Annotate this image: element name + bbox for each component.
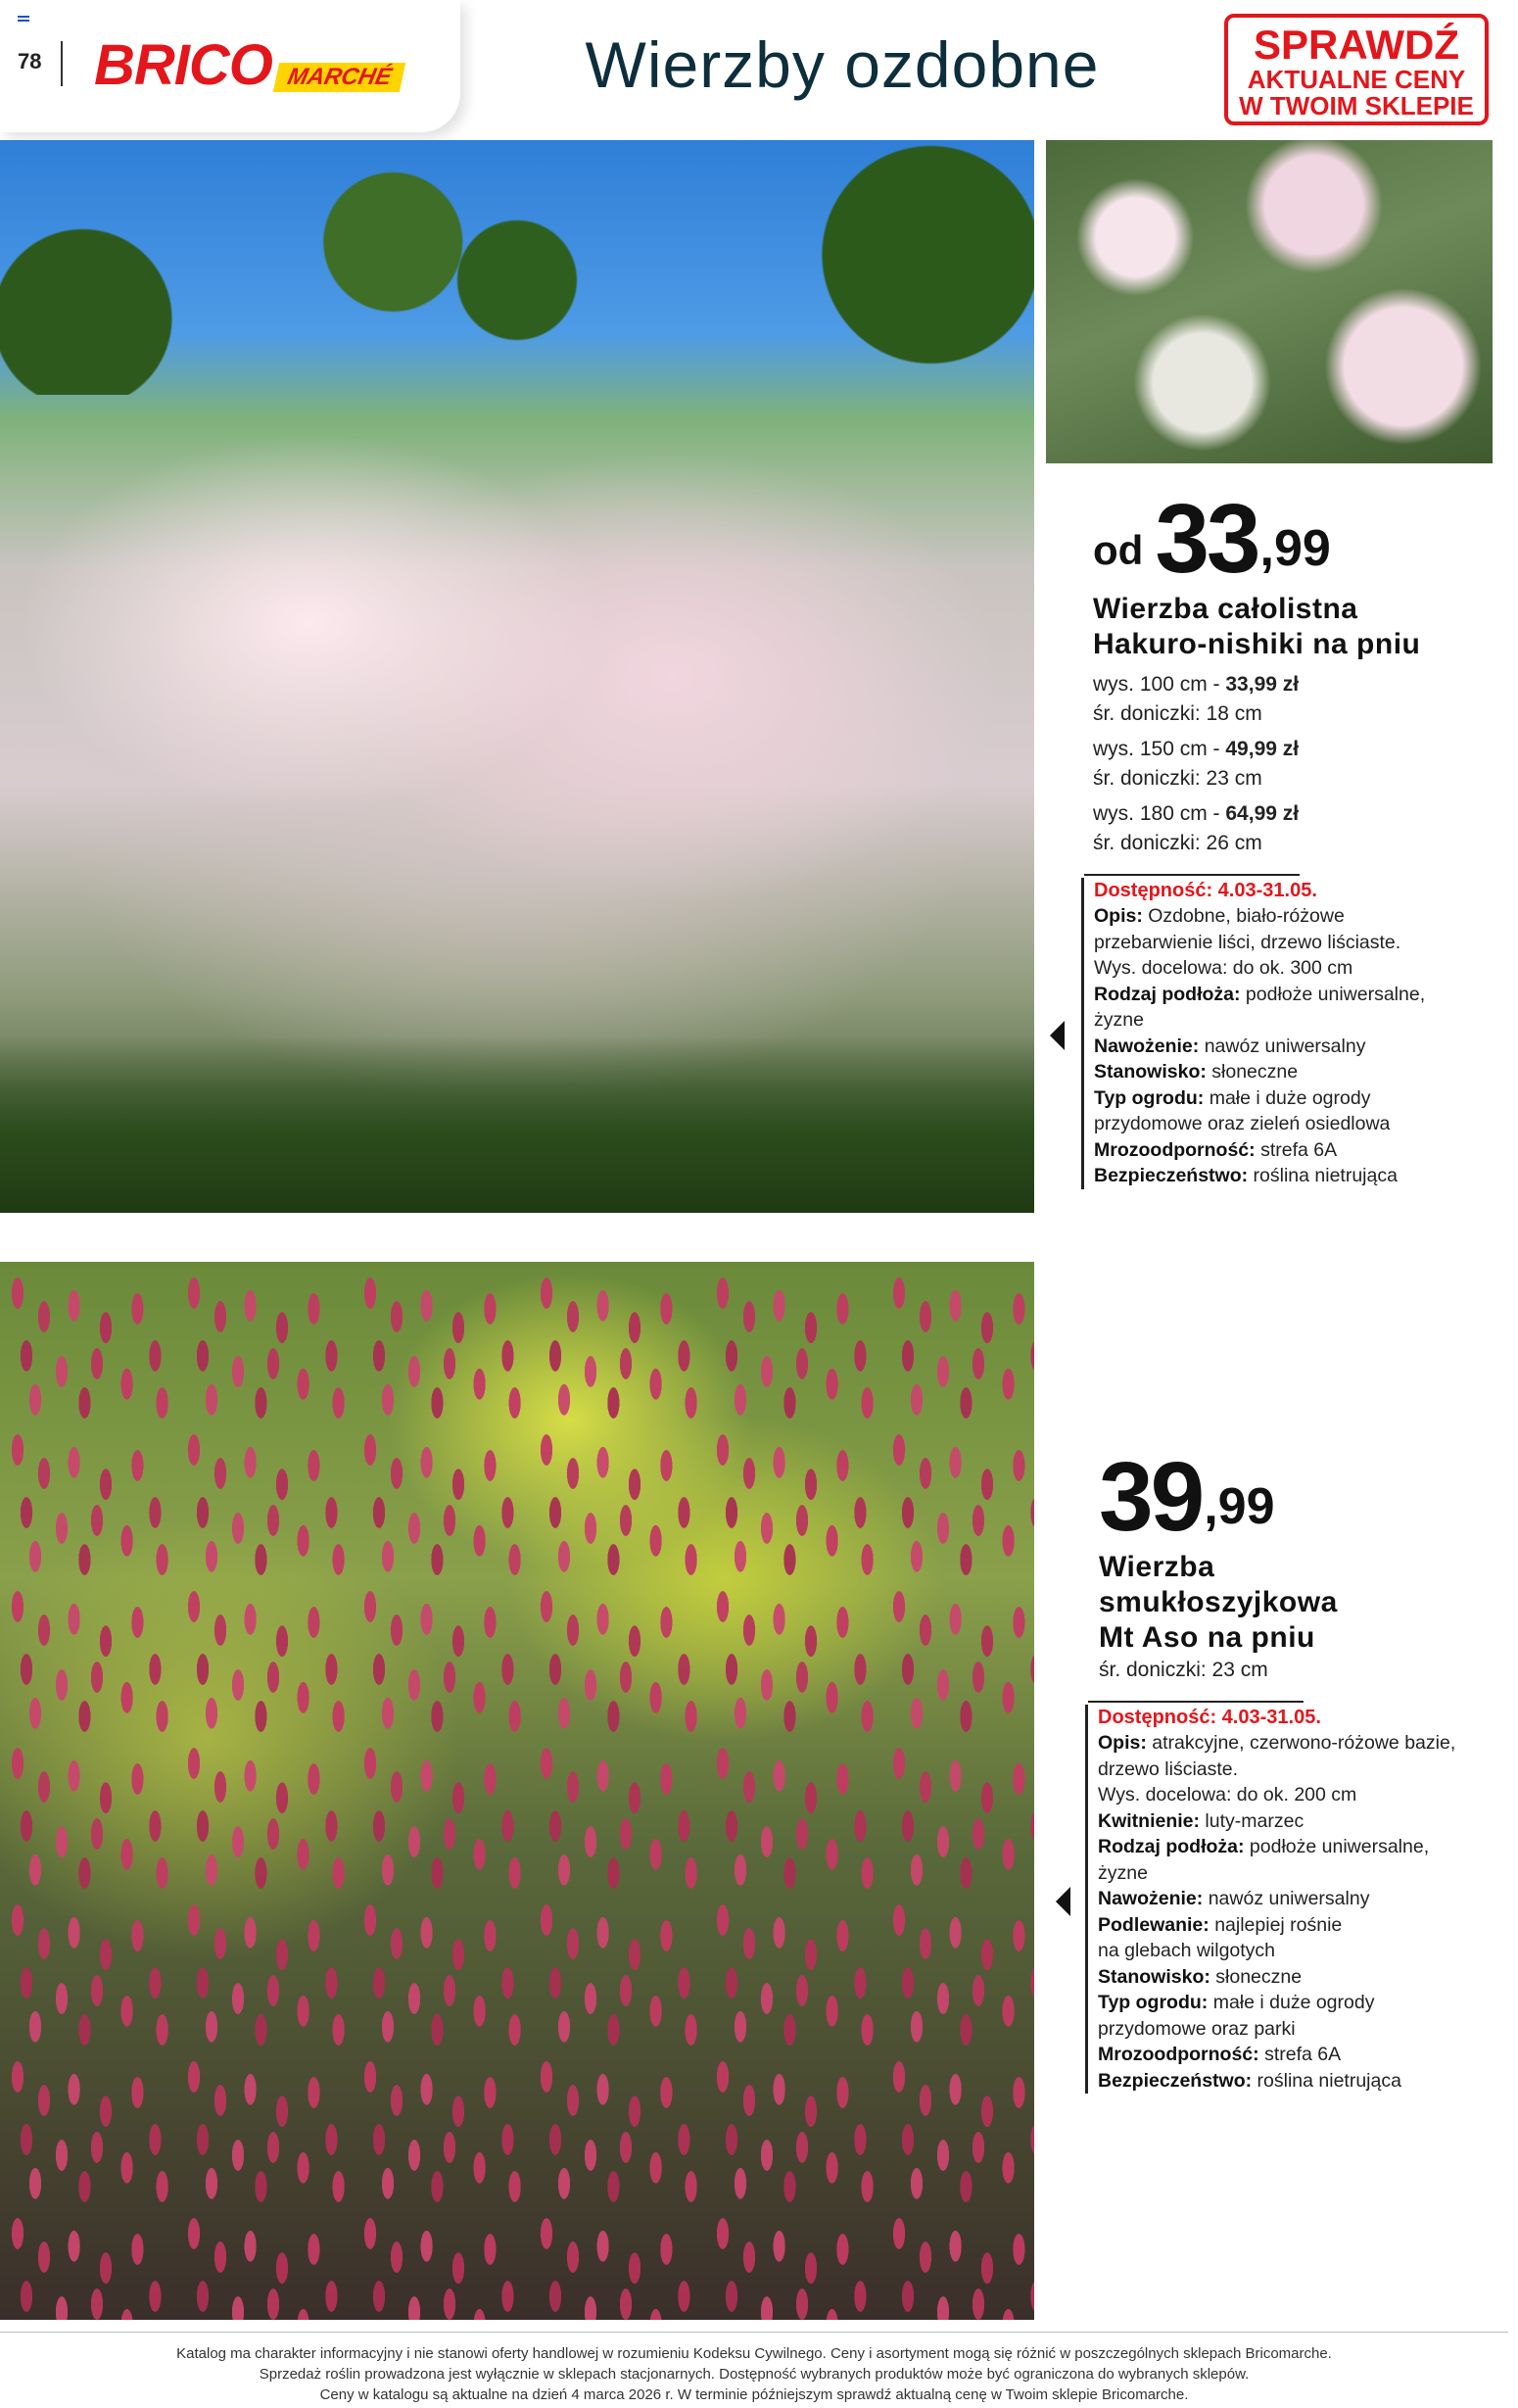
detail-label: Bezpieczeństwo:	[1098, 2069, 1253, 2092]
detail-text: przebarwienie liści, drzewo liściaste.	[1094, 931, 1401, 953]
detail-text: roślina nietrująca	[1248, 1165, 1398, 1186]
detail-line	[1098, 1834, 1506, 1860]
details-top-rule	[1088, 1701, 1304, 1703]
footer-divider	[0, 2332, 1508, 2333]
detail-text: Wys. docelowa: do ok. 200 cm	[1098, 1784, 1357, 1806]
detail-text: atrakcyjne, czerwono-różowe bazie,	[1146, 1732, 1456, 1754]
detail-label: Kwitnienie:	[1098, 1809, 1201, 1832]
check-prices-line1: SPRAWDŹ	[1254, 22, 1459, 68]
availability: Dostępność: 4.03-31.05.	[1094, 880, 1317, 901]
variant-height: wys. 100 cm -	[1093, 673, 1226, 696]
product-name-line: Mt Aso na pniu	[1099, 1621, 1315, 1654]
detail-text: drzewo liściaste.	[1098, 1758, 1239, 1780]
detail-line	[1098, 2042, 1506, 2068]
detail-line	[1094, 982, 1502, 1008]
variant	[1093, 670, 1504, 729]
footer-line: Katalog ma charakter informacyjny i nie stanowi oferty handlowej w rozumieniu Kodeksu Cywilnego. Ceny i asortyment mogą się różnić w poszczególnych sklepach Bricomarche.	[176, 2345, 1332, 2362]
price-tag	[1093, 484, 1504, 594]
detail-label: Opis:	[1094, 905, 1143, 927]
detail-text: przydomowe oraz parki	[1098, 2017, 1296, 2040]
detail-line	[1098, 1860, 1506, 1887]
detail-label: Bezpieczeństwo:	[1094, 1165, 1249, 1186]
menu-icon[interactable]	[18, 16, 29, 25]
detail-text: podłoże uniwersalne,	[1240, 983, 1426, 1005]
price-tag	[1099, 1442, 1510, 1552]
variant-price: 49,99 zł	[1225, 738, 1300, 760]
detail-line	[1098, 1730, 1506, 1757]
detail-text: słoneczne	[1210, 1965, 1303, 1988]
detail-line	[1094, 1085, 1502, 1112]
pointer-arrow-icon	[1050, 1021, 1065, 1050]
detail-line	[1094, 1137, 1502, 1164]
detail-text: małe i duże ogrody	[1208, 1992, 1375, 2013]
detail-line	[1094, 903, 1502, 930]
product-name	[1099, 1550, 1510, 1656]
product-mt-aso	[1099, 1442, 1510, 1685]
footer-line: Sprzedaż roślin prowadzona jest wyłącznie w sklepach stacjonarnych. Dostępność wybranych produktów może być ograniczona do wybranych sklepów.	[259, 2366, 1250, 2383]
detail-text: luty-marzec	[1200, 1809, 1305, 1832]
price-integer: 33	[1155, 484, 1258, 594]
detail-text: żyzne	[1098, 1861, 1148, 1884]
detail-line	[1098, 1938, 1506, 1964]
detail-line	[1094, 1163, 1502, 1189]
bricomarche-logo[interactable]	[94, 33, 407, 102]
detail-text: słoneczne	[1206, 1061, 1299, 1083]
detail-line	[1098, 1782, 1506, 1808]
detail-line	[1098, 1964, 1506, 1991]
pink-catkins	[0, 1262, 1034, 2320]
ground-shadow	[0, 1036, 1034, 1213]
detail-label: Typ ogrodu:	[1094, 1086, 1205, 1109]
willow-leaves-closeup-photo	[1046, 140, 1493, 463]
product-details-hakuro	[1081, 878, 1502, 1189]
price-prefix: od	[1093, 527, 1144, 573]
detail-line	[1098, 1757, 1506, 1783]
logo-marche-text: MARCHÉ	[273, 63, 406, 92]
detail-line	[1098, 1990, 1506, 2016]
detail-line	[1098, 2068, 1506, 2095]
variant-height: wys. 150 cm -	[1093, 738, 1226, 760]
product-name-line: smukłoszyjkowa	[1099, 1586, 1338, 1618]
detail-line	[1098, 1886, 1506, 1912]
variant-pot: śr. doniczki: 18 cm	[1093, 702, 1262, 725]
footer-line: Ceny w katalogu są aktualne na dzień 4 marca 2026 r. W terminie późniejszym sprawdź aktualną cenę w Twoim sklepie Bricomarche.	[319, 2386, 1189, 2403]
detail-label: Rodzaj podłoża:	[1094, 983, 1241, 1005]
variant-pot: śr. doniczki: 23 cm	[1099, 1659, 1268, 1681]
detail-line	[1094, 1111, 1502, 1137]
detail-label: Rodzaj podłoża:	[1098, 1836, 1245, 1857]
detail-label: Opis:	[1098, 1732, 1147, 1754]
detail-label: Mrozoodporność:	[1094, 1138, 1256, 1161]
product-details-mt-aso	[1085, 1705, 1506, 2094]
details-top-rule	[1084, 874, 1300, 876]
header-divider	[61, 41, 63, 86]
willow-mt-aso-catkins-photo	[0, 1262, 1034, 2320]
product-name	[1093, 592, 1504, 662]
detail-line	[1094, 1034, 1502, 1060]
detail-text: na glebach wilgotych	[1098, 1940, 1276, 1961]
detail-line	[1094, 1059, 1502, 1085]
variant-price: 33,99 zł	[1225, 673, 1300, 696]
detail-text: Wys. docelowa: do ok. 300 cm	[1094, 957, 1353, 979]
detail-line	[1094, 1007, 1502, 1034]
product-name-line: Wierzba całolistna	[1093, 593, 1358, 625]
pointer-arrow-icon	[1056, 1887, 1070, 1916]
detail-text: roślina nietrująca	[1252, 2069, 1401, 2092]
detail-text: nawóz uniwersalny	[1203, 1888, 1370, 1909]
detail-line	[1094, 930, 1502, 956]
detail-text: strefa 6A	[1255, 1138, 1338, 1161]
page-number: 78	[18, 49, 42, 73]
header-tab	[0, 0, 460, 132]
detail-text: przydomowe oraz zieleń osiedlowa	[1094, 1113, 1391, 1134]
price-integer: 39	[1099, 1442, 1203, 1552]
detail-line	[1098, 2016, 1506, 2043]
product-name-line: Hakuro-nishiki na pniu	[1093, 628, 1421, 660]
variant-pot: śr. doniczki: 23 cm	[1093, 767, 1262, 790]
detail-line	[1094, 955, 1502, 982]
check-prices-badge	[1224, 14, 1489, 125]
detail-label: Podlewanie:	[1098, 1913, 1210, 1936]
detail-label: Stanowisko:	[1094, 1061, 1207, 1083]
background-trees	[0, 140, 1034, 395]
detail-label: Nawożenie:	[1098, 1888, 1204, 1909]
variant-height: wys. 180 cm -	[1093, 802, 1226, 825]
detail-text: najlepiej rośnie	[1209, 1913, 1343, 1936]
price-cents: ,99	[1204, 1478, 1275, 1535]
willow-hakuro-nishiki-photo	[0, 140, 1034, 1213]
detail-text: podłoże uniwersalne,	[1244, 1836, 1430, 1857]
detail-text: żyzne	[1094, 1009, 1144, 1031]
price-cents: ,99	[1259, 520, 1331, 577]
page-title: Wierzby ozdobne	[585, 28, 1100, 101]
detail-line	[1098, 1912, 1506, 1939]
availability: Dostępność: 4.03-31.05.	[1098, 1707, 1321, 1728]
detail-line	[1098, 1808, 1506, 1835]
detail-label: Stanowisko:	[1098, 1965, 1210, 1988]
detail-text: Ozdobne, biało-różowe	[1142, 905, 1345, 927]
variant	[1093, 799, 1504, 858]
variant-price: 64,99 zł	[1225, 802, 1300, 825]
logo-brico-text: BRICO	[94, 33, 272, 97]
product-hakuro-nishiki	[1093, 484, 1504, 858]
detail-label: Typ ogrodu:	[1098, 1992, 1209, 2013]
detail-text: nawóz uniwersalny	[1199, 1035, 1366, 1057]
detail-label: Mrozoodporność:	[1098, 2044, 1259, 2065]
check-prices-line3: W TWOIM SKLEPIE	[1239, 91, 1474, 120]
detail-text: małe i duże ogrody	[1204, 1086, 1371, 1109]
check-prices-line2: AKTUALNE CENY	[1247, 65, 1466, 94]
variant	[1093, 735, 1504, 794]
variant-pot: śr. doniczki: 26 cm	[1093, 832, 1262, 854]
detail-text: strefa 6A	[1258, 2044, 1342, 2065]
detail-label: Nawożenie:	[1094, 1035, 1200, 1057]
product-name-line: Wierzba	[1099, 1551, 1215, 1583]
footer-disclaimer	[0, 2343, 1508, 2405]
